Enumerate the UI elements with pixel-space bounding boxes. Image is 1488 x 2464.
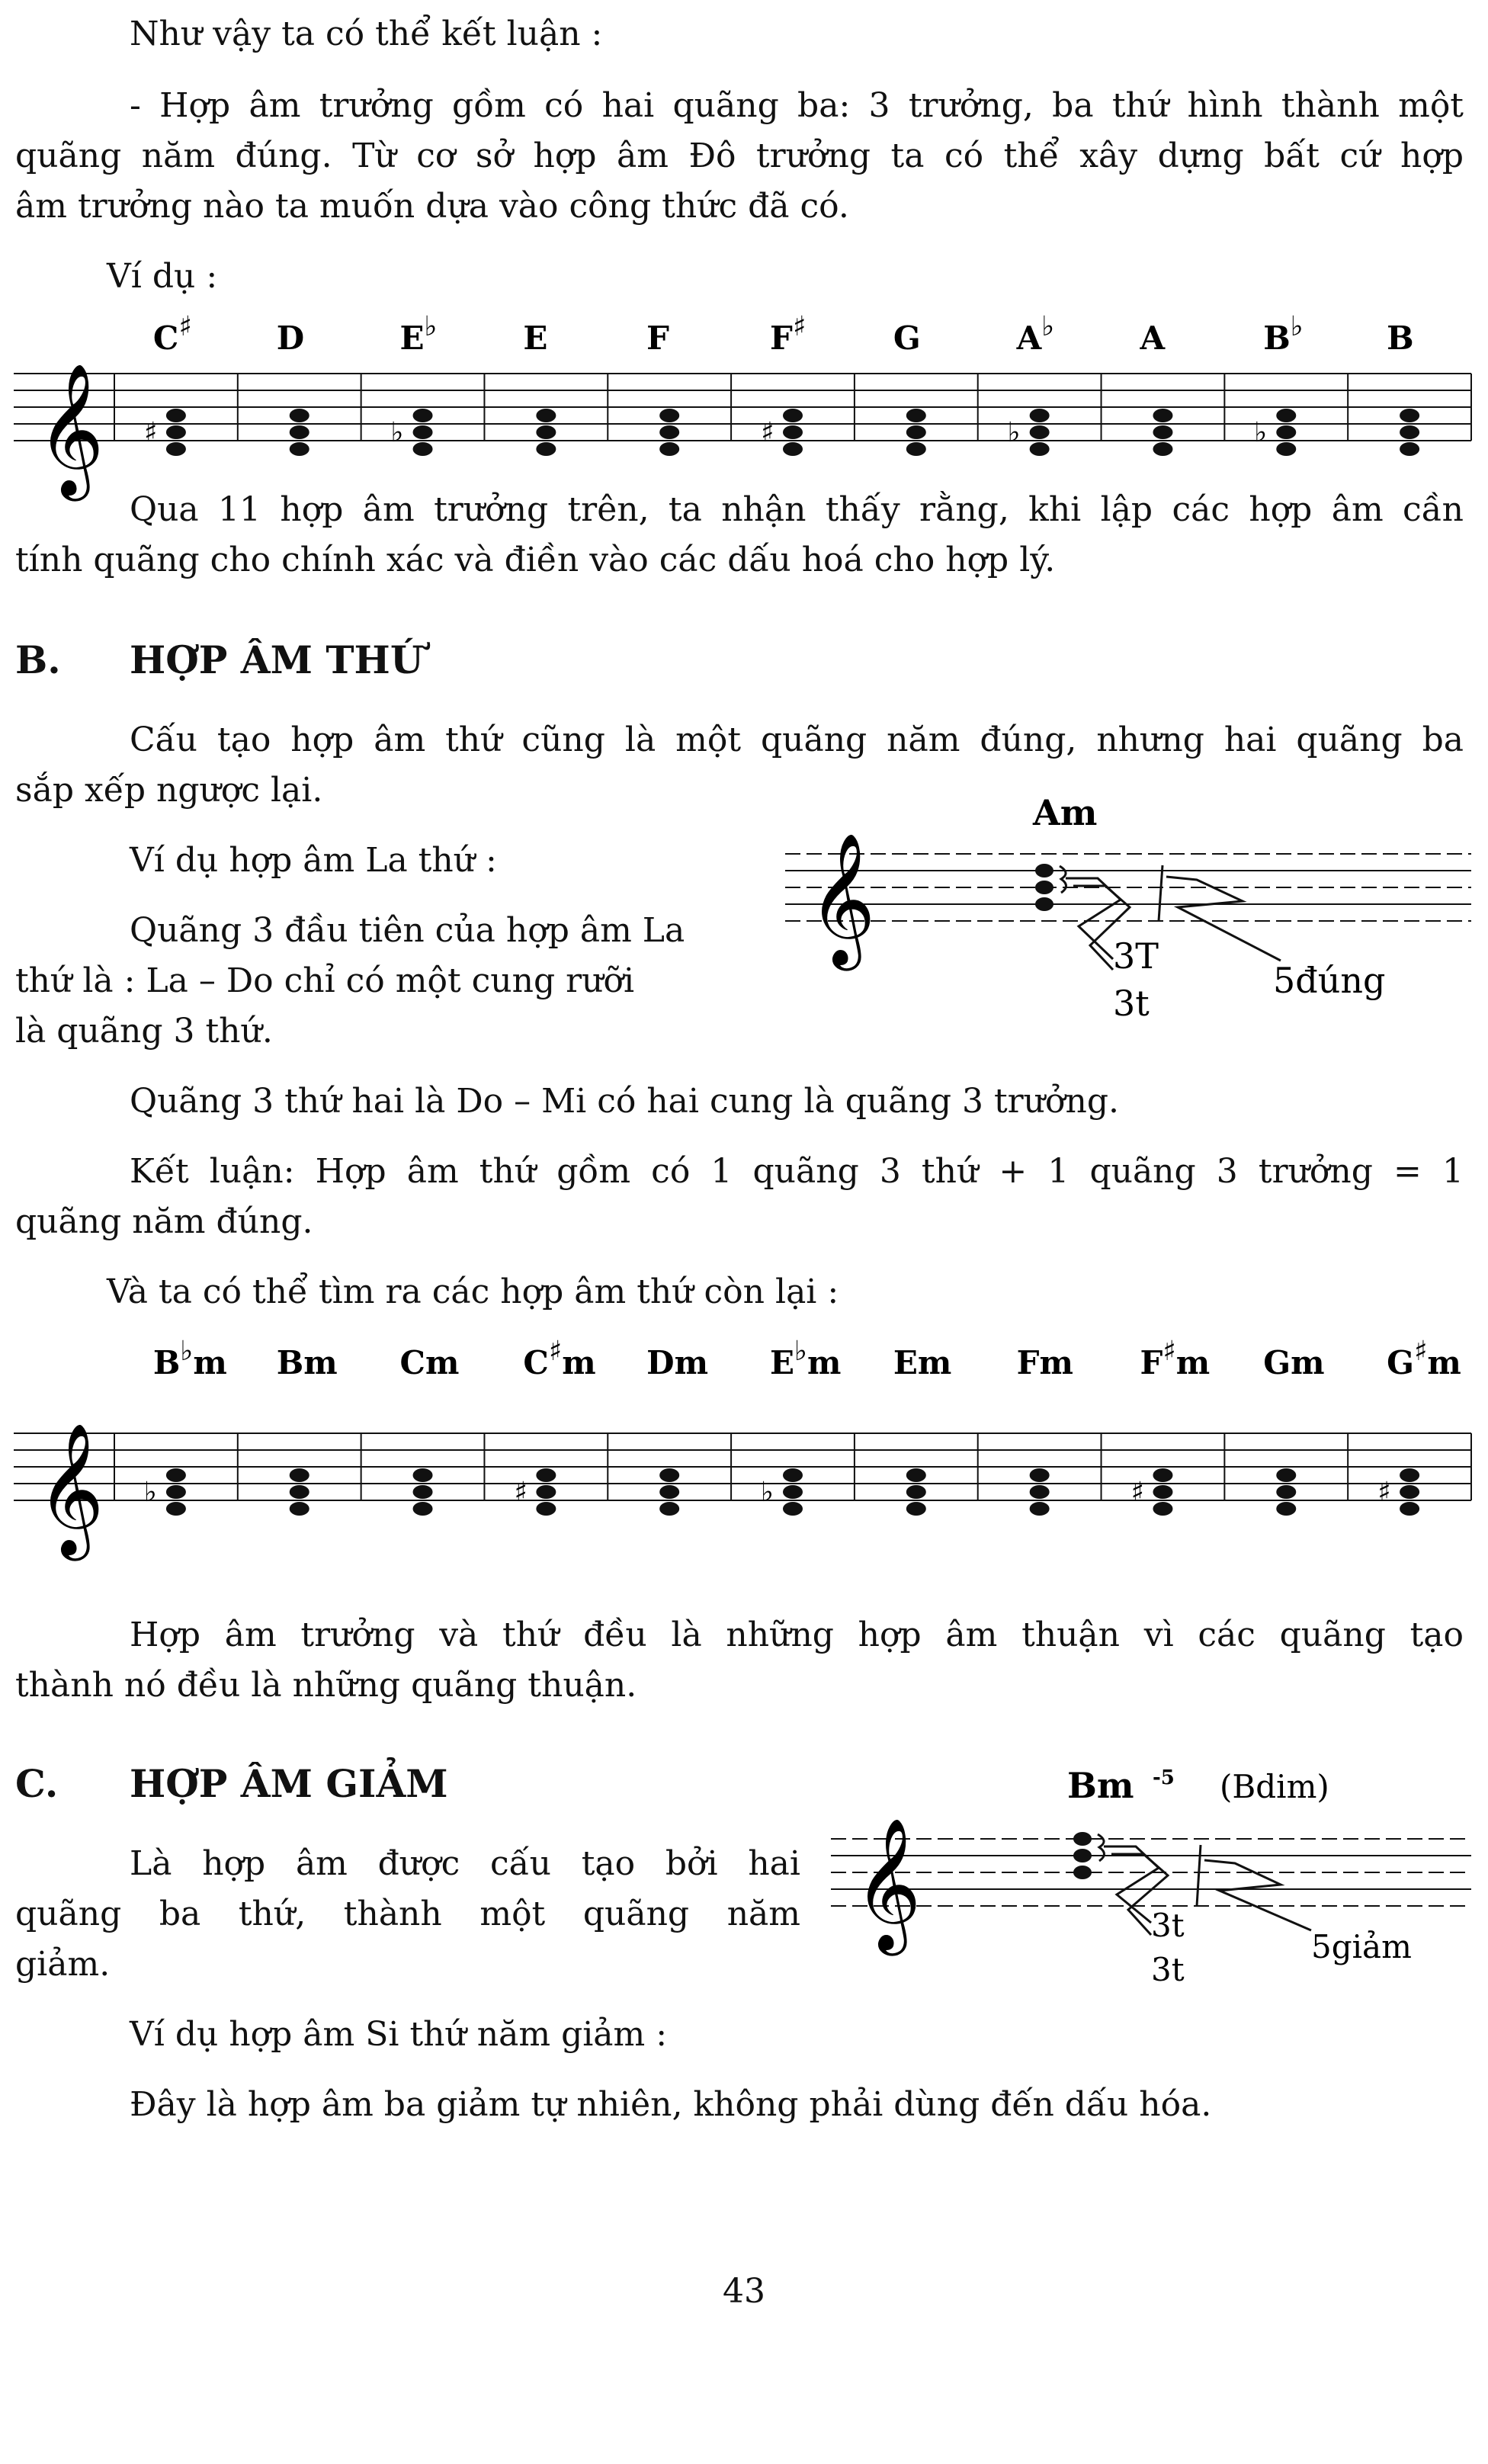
notehead xyxy=(413,425,433,439)
notehead xyxy=(1030,1502,1050,1516)
chord-notehead-group xyxy=(906,1468,926,1516)
notehead xyxy=(1400,1502,1419,1516)
accidental-sign: ♯ xyxy=(1377,1477,1391,1508)
chord-label: E xyxy=(523,319,548,357)
notehead xyxy=(290,1468,309,1482)
upper-interval-label: 3t xyxy=(1151,1907,1185,1944)
notehead xyxy=(1030,1485,1050,1499)
chord-label: G xyxy=(893,319,921,357)
notehead xyxy=(290,409,309,422)
notehead xyxy=(1276,409,1296,422)
chord-notehead-group xyxy=(783,1468,803,1516)
chord-notehead-group xyxy=(290,1468,309,1516)
accidental-sign: ♭ xyxy=(1254,417,1268,448)
notehead xyxy=(290,1502,309,1516)
notehead xyxy=(906,425,926,439)
chord-alt-name: (Bdim) xyxy=(1220,1768,1329,1805)
chord-label: Gm xyxy=(1263,1344,1325,1381)
notehead xyxy=(290,425,309,439)
chord-label: A♭ xyxy=(1016,310,1055,357)
section-letter: C. xyxy=(15,1761,59,1806)
chord-label: C♯m xyxy=(523,1335,596,1381)
notehead xyxy=(1276,1485,1296,1499)
chord-label: Fm xyxy=(1016,1344,1073,1381)
paragraph-line: - Hợp âm trưởng gồm có hai quãng ba: 3 trưởng, ba thứ hình thành một xyxy=(130,86,1464,125)
minor-chords-staff xyxy=(0,1327,1488,1570)
chord-superscript: -5 xyxy=(1153,1766,1175,1789)
notehead xyxy=(1276,1468,1296,1482)
major-chords-staff xyxy=(0,305,1488,496)
notehead xyxy=(1153,1485,1172,1499)
treble-clef-icon: 𝄞 xyxy=(854,1818,922,1950)
accidental-sign: ♭ xyxy=(761,1477,774,1508)
notehead xyxy=(1153,409,1172,422)
notehead xyxy=(1400,425,1419,439)
notehead xyxy=(659,442,679,456)
chord-label: C♯ xyxy=(152,310,192,357)
paragraph-line: thành nó đều là những quãng thuận. xyxy=(15,1666,637,1705)
notehead xyxy=(536,442,556,456)
paragraph-line: tính quãng cho chính xác và điền vào các dấu hoá cho hợp lý. xyxy=(15,541,1056,579)
notehead xyxy=(1030,425,1050,439)
paragraph-line: Là hợp âm được cấu tạo bởi hai xyxy=(130,1844,800,1883)
notehead xyxy=(659,1502,679,1516)
chord-notehead-group xyxy=(290,409,309,456)
notehead xyxy=(906,442,926,456)
chord-notehead-group xyxy=(413,1468,433,1516)
paragraph-line: Kết luận: Hợp âm thứ gồm có 1 quãng 3 thứ + 1 quãng 3 trưởng = 1 xyxy=(130,1152,1464,1191)
notehead xyxy=(1276,425,1296,439)
chord-notehead-group xyxy=(1276,1468,1296,1516)
chord-label: F♯m xyxy=(1140,1335,1211,1381)
notehead xyxy=(1030,409,1050,422)
chord-label: Cm xyxy=(399,1344,460,1381)
paragraph-line: Quãng 3 thứ hai là Do – Mi có hai cung là quãng 3 trưởng. xyxy=(130,1082,1119,1121)
notehead xyxy=(1153,1502,1172,1516)
notehead xyxy=(1400,1468,1419,1482)
accidental-sign: ♯ xyxy=(761,417,774,448)
chord-label: F♯ xyxy=(770,310,807,357)
notehead xyxy=(783,1468,803,1482)
notehead xyxy=(413,1502,433,1516)
notehead xyxy=(166,1502,186,1516)
notehead xyxy=(1400,409,1419,422)
chord-label: Em xyxy=(893,1344,952,1381)
treble-clef-icon: 𝄞 xyxy=(37,1423,104,1555)
chord-notehead-group xyxy=(1030,1468,1050,1516)
notehead xyxy=(1276,1502,1296,1516)
interval-arrows xyxy=(1098,1834,1311,1935)
chord-notehead-group xyxy=(1030,409,1050,456)
chord-notehead-group xyxy=(1276,409,1296,456)
paragraph-line: là quãng 3 thứ. xyxy=(15,1012,273,1051)
notehead xyxy=(783,409,803,422)
chord-notehead-group xyxy=(166,1468,186,1516)
notehead xyxy=(906,409,926,422)
section-title: HỢP ÂM THỨ xyxy=(130,637,424,682)
chord-notehead-group xyxy=(536,1468,556,1516)
notehead xyxy=(166,442,186,456)
chord-notehead-group xyxy=(783,409,803,456)
paragraph-line: Qua 11 hợp âm trưởng trên, ta nhận thấy rằng, khi lập các hợp âm cần xyxy=(130,490,1464,529)
chord-notehead-group xyxy=(659,1468,679,1516)
notehead xyxy=(906,1485,926,1499)
chord-label: Dm xyxy=(646,1344,709,1381)
notehead xyxy=(659,409,679,422)
notehead xyxy=(536,1468,556,1482)
paragraph-line: sắp xếp ngược lại. xyxy=(15,771,323,810)
chord-notehead-group xyxy=(413,409,433,456)
notehead xyxy=(1153,425,1172,439)
notehead xyxy=(413,1485,433,1499)
lower-interval-label: 3t xyxy=(1113,983,1150,1024)
notehead xyxy=(536,425,556,439)
notehead xyxy=(290,442,309,456)
fifth-interval-label: 5đúng xyxy=(1273,960,1386,1001)
notehead xyxy=(166,1468,186,1482)
accidental-sign: ♭ xyxy=(143,1477,157,1508)
section-letter: B. xyxy=(15,637,61,682)
chord-notehead-group xyxy=(1153,1468,1172,1516)
notehead xyxy=(1153,1468,1172,1482)
notehead xyxy=(659,1468,679,1482)
paragraph-line: quãng năm đúng. xyxy=(15,1202,313,1241)
notehead xyxy=(413,442,433,456)
notehead xyxy=(290,1485,309,1499)
paragraph-line: Quãng 3 đầu tiên của hợp âm La xyxy=(130,911,685,950)
notehead xyxy=(906,1468,926,1482)
fifth-interval-label: 5giảm xyxy=(1311,1928,1412,1965)
notehead xyxy=(659,425,679,439)
treble-clef-icon: 𝄞 xyxy=(808,833,876,965)
notehead xyxy=(1030,1468,1050,1482)
paragraph-line: giảm. xyxy=(15,1945,111,1984)
paragraph-line: quãng năm đúng. Từ cơ sở hợp âm Đô trưởng ta có thể xây dựng bất cứ hợp xyxy=(15,136,1464,175)
chord-label: D xyxy=(276,319,305,357)
chord-label: B♭m xyxy=(152,1335,227,1381)
notehead xyxy=(1400,442,1419,456)
chord-notehead-group xyxy=(1153,409,1172,456)
paragraph-line: quãng ba thứ, thành một quãng năm xyxy=(15,1895,800,1933)
notehead xyxy=(1400,1485,1419,1499)
am-chord-figure xyxy=(778,793,1479,1052)
example-line: Ví dụ hợp âm Si thứ năm giảm : xyxy=(130,2015,668,2054)
paragraph-line: Cấu tạo hợp âm thứ cũng là một quãng năm đúng, nhưng hai quãng ba xyxy=(130,720,1464,759)
notehead xyxy=(783,1485,803,1499)
lower-interval-label: 3t xyxy=(1151,1951,1185,1988)
upper-interval-label: 3T xyxy=(1113,935,1159,977)
accidental-sign: ♭ xyxy=(390,417,404,448)
chord-label: Am xyxy=(1033,792,1098,833)
accidental-sign: ♯ xyxy=(143,417,158,448)
chord-notehead-group xyxy=(1400,1468,1419,1516)
chord-notehead-group xyxy=(536,409,556,456)
notehead xyxy=(659,1485,679,1499)
notehead xyxy=(536,1502,556,1516)
chord-label: B xyxy=(1387,319,1414,357)
notehead xyxy=(906,1502,926,1516)
bdim-chord-figure xyxy=(823,1753,1479,2005)
chord-label: E♭ xyxy=(399,310,438,357)
notehead xyxy=(166,1485,186,1499)
treble-clef-icon: 𝄞 xyxy=(37,363,104,496)
section-title: HỢP ÂM GIẢM xyxy=(130,1761,448,1806)
chord-label: B♭ xyxy=(1263,310,1304,357)
notehead xyxy=(1030,442,1050,456)
notehead xyxy=(413,409,433,422)
notehead xyxy=(166,425,186,439)
chord-label: E♭m xyxy=(770,1335,842,1381)
paragraph-line: Và ta có thể tìm ra các hợp âm thứ còn lại : xyxy=(107,1272,839,1311)
chord-label: Bm xyxy=(276,1344,338,1381)
chord-notes xyxy=(1035,864,1053,911)
conclusion-line: Như vậy ta có thể kết luận : xyxy=(130,14,603,53)
notehead xyxy=(413,1468,433,1482)
notehead xyxy=(783,425,803,439)
chord-notes xyxy=(1073,1832,1092,1879)
accidental-sign: ♯ xyxy=(1130,1477,1144,1508)
notehead xyxy=(166,409,186,422)
paragraph-line: Đây là hợp âm ba giảm tự nhiên, không phải dùng đến dấu hóa. xyxy=(130,2085,1212,2124)
example-line: Ví dụ hợp âm La thứ : xyxy=(130,841,497,880)
chord-notehead-group xyxy=(659,409,679,456)
example-label: Ví dụ : xyxy=(107,257,218,296)
page-number: 43 xyxy=(723,2272,765,2311)
paragraph-line: thứ là : La – Do chỉ có một cung rưỡi xyxy=(15,961,635,1000)
paragraph-line: âm trưởng nào ta muốn dựa vào công thức đã có. xyxy=(15,187,849,226)
accidental-sign: ♭ xyxy=(1007,417,1021,448)
accidental-sign: ♯ xyxy=(514,1477,528,1508)
section-c-heading xyxy=(15,1761,701,1814)
paragraph-line: Hợp âm trưởng và thứ đều là những hợp âm thuận vì các quãng tạo xyxy=(130,1615,1464,1654)
chord-notehead-group xyxy=(906,409,926,456)
chord-notehead-group xyxy=(166,409,186,456)
chord-notehead-group xyxy=(1400,409,1419,456)
chord-label: G♯m xyxy=(1387,1335,1461,1381)
chord-label: F xyxy=(646,319,670,357)
notehead xyxy=(783,1502,803,1516)
notehead xyxy=(1153,442,1172,456)
chord-label: A xyxy=(1140,319,1166,357)
interval-arrows xyxy=(1060,865,1281,970)
chord-label: Bm xyxy=(1067,1765,1134,1806)
notehead xyxy=(1276,442,1296,456)
notehead xyxy=(536,1485,556,1499)
section-b-heading xyxy=(15,637,701,691)
notehead xyxy=(783,442,803,456)
notehead xyxy=(536,409,556,422)
